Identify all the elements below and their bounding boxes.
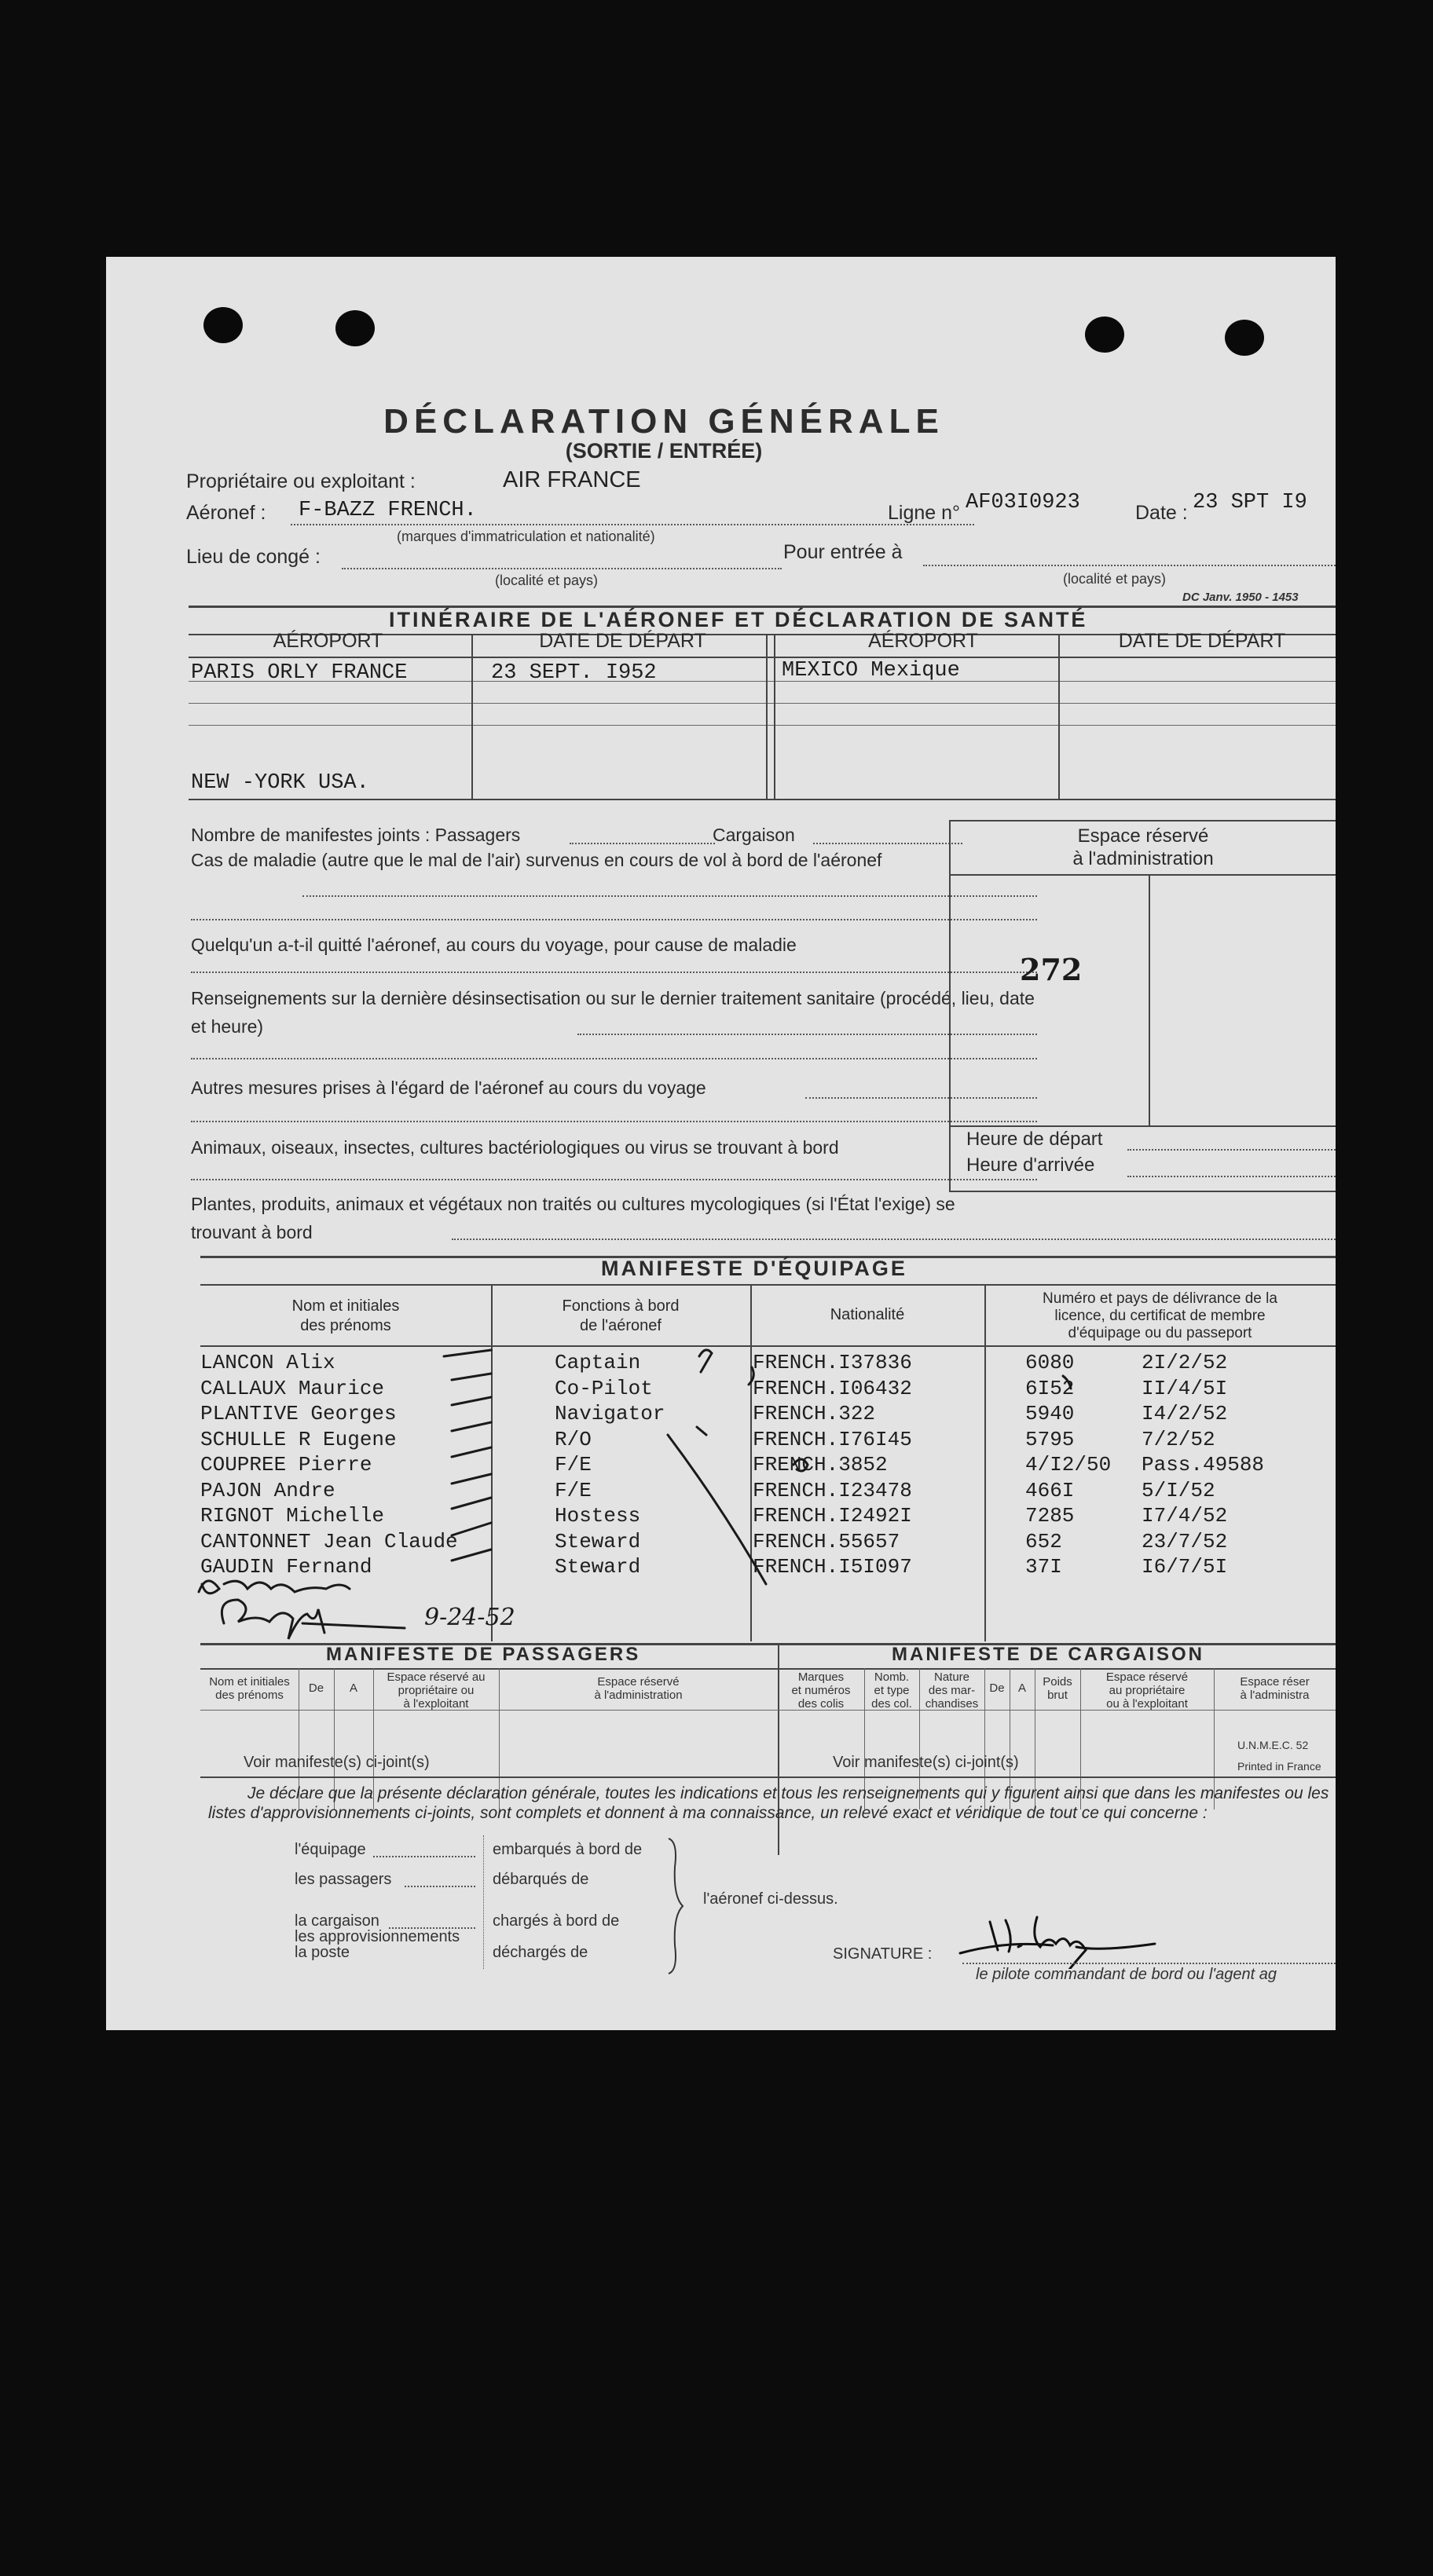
decl-landed: débarqués de [493,1871,589,1888]
form-subtitle: (SORTIE / ENTRÉE) [565,439,763,463]
crew-name: LANCON Alix [200,1351,335,1374]
decl-aircraft-above: l'aéronef ci-dessus. [703,1890,838,1908]
aircraft-value: F-BAZZ FRENCH. [299,499,477,522]
date-label: Date : [1135,502,1188,524]
q-left-aircraft: Quelqu'un a-t-il quitté l'aéronef, au cours du voyage, pour cause de maladie [191,935,797,955]
crew-number: 466I [1025,1478,1075,1502]
departure-place-note: (localité et pays) [495,573,599,588]
admin-title-1: Espace réservé [1077,825,1209,847]
col-cargo-a: A [1017,1681,1026,1695]
tick-mark [444,1350,491,1356]
col-crew-function-2: de l'aéronef [580,1317,662,1334]
printer-country: Printed in France [1237,1760,1321,1773]
tick-mark [452,1374,491,1380]
crew-number: 4/I2/50 [1025,1453,1112,1476]
decl-unloaded: déchargés de [493,1944,588,1961]
col-cargo-owner: Espace réservé au propriétaire ou à l'exploitant [1105,1670,1189,1711]
crew-date: II/4/5I [1142,1376,1228,1400]
crew-date: I7/4/52 [1142,1504,1228,1528]
col-crew-license-3: d'équipage ou du passeport [1068,1325,1252,1341]
crew-nationality: FRENCH.I76I45 [753,1427,912,1451]
crew-date: I4/2/52 [1142,1402,1228,1425]
line-label: Ligne n° [888,502,961,524]
tick-mark [452,1422,491,1431]
pen-stroke [699,1350,712,1372]
decl-boarded: embarqués à bord de [493,1841,643,1858]
cargo-manifest-title: MANIFESTE DE CARGAISON [892,1644,1205,1665]
crew-nationality: FRENCH.I37836 [753,1351,912,1374]
col-date-left: DATE DE DÉPART [539,630,706,652]
crew-name: SCHULLE R Eugene [200,1427,397,1451]
col-pass-admin: Espace réservé à l'administration [594,1675,683,1702]
tick-mark [452,1523,491,1535]
crew-number: 6080 [1025,1351,1075,1374]
q-disinsect: Renseignements sur la dernière désinsectisation ou sur le dernier traitement sanitaire (procédé, lieu, date et heure) [191,988,1035,1037]
itinerary-right-airport-1: MEXICO Mexique [782,659,960,682]
passenger-see-manifests: Voir manifeste(s) ci-joint(s) [244,1754,430,1771]
crew-nationality: FRENCH.322 [753,1402,876,1425]
itinerary-left-airport-2: NEW -YORK USA. [191,771,369,795]
crew-nationality: FRENCH.55657 [753,1529,900,1553]
signer-role: le pilote commandant de bord ou l'agent ag [976,1966,1277,1983]
col-pass-a: A [349,1681,357,1695]
tick-mark [452,1474,491,1484]
q-illness: Cas de maladie (autre que le mal de l'air) survenus en cours de vol à bord de l'aéronef [191,850,882,870]
tick-mark [452,1498,491,1509]
col-date-right: DATE DE DÉPART [1118,630,1286,652]
rule [778,1710,1336,1711]
rule [962,1963,1336,1964]
crew-number: 37I [1025,1555,1062,1579]
col-cargo-count: Nomb. et type des col. [871,1670,912,1711]
signature-label: SIGNATURE : [833,1945,933,1963]
crew-manifest-title: MANIFESTE D'ÉQUIPAGE [601,1257,907,1280]
crew-number: 7285 [1025,1504,1075,1528]
col-crew-function-1: Fonctions à bord [562,1297,680,1315]
crew-name: CANTONNET Jean Claude [200,1529,458,1553]
printer-code: U.N.M.E.C. 52 [1237,1739,1309,1751]
crew-name: PAJON Andre [200,1478,335,1502]
col-crew-license-2: licence, du certificat de membre [1054,1308,1266,1324]
decl-supplies: les approvisionnements [295,1928,460,1945]
rule [200,1668,1336,1670]
cargo-see-manifests: Voir manifeste(s) ci-joint(s) [833,1754,1019,1771]
crew-name: PLANTIVE Georges [200,1402,397,1425]
owner-label: Propriétaire ou exploitant : [186,470,416,492]
crew-number: 5940 [1025,1402,1075,1425]
entry-label: Pour entrée à [783,541,903,563]
decl-crew: l'équipage [295,1841,366,1858]
decl-mail: la poste [295,1944,350,1961]
crew-date: 2I/2/52 [1142,1351,1228,1374]
handwritten-signature [199,1581,350,1594]
crew-function: F/E [555,1453,592,1476]
arrival-time-label: Heure d'arrivée [966,1154,1095,1176]
admin-title-2: à l'administration [1072,848,1214,869]
rule [389,1927,475,1929]
crew-date: Pass.49588 [1142,1453,1265,1476]
itinerary-left-airport-1: PARIS ORLY FRANCE [191,661,408,685]
aircraft-note: (marques d'immatriculation et nationalité) [397,529,655,544]
crew-nationality: FRENCH.I06432 [753,1376,912,1400]
q-plants: Plantes, produits, animaux et végétaux non traités ou cultures mycologiques (si l'État l'exige) se trouvant à bord [191,1194,955,1242]
q-manifests: Nombre de manifestes joints : Passagers [191,825,521,845]
pen-stroke [793,1459,808,1471]
form-title: DÉCLARATION GÉNÉRALE [383,402,944,441]
crew-number: 6I52 [1025,1376,1075,1400]
col-crew-license-1: Numéro et pays de délivrance de la [1043,1290,1277,1307]
entry-note: (localité et pays) [1063,571,1167,587]
col-pass-de: De [308,1681,324,1695]
rule [405,1886,475,1887]
departure-place-label: Lieu de congé : [186,546,321,568]
crew-nationality: FRENCH.I5I097 [753,1555,912,1579]
col-airport-left: AÉROPORT [273,630,383,652]
col-crew-name-1: Nom et initiales [291,1297,400,1315]
crew-number: 5795 [1025,1427,1075,1451]
col-crew-name-2: des prénoms [300,1317,391,1334]
crew-name: COUPREE Pierre [200,1453,372,1476]
crew-date: 5/I/52 [1142,1478,1215,1502]
crew-function: Steward [555,1555,641,1579]
pen-stroke [749,1367,753,1385]
admin-stamp-number: 272 [1020,952,1083,987]
captain-signature [958,1906,1163,1969]
crew-function: Hostess [555,1504,641,1528]
col-cargo-de: De [989,1681,1005,1695]
rule [200,1710,778,1711]
tick-mark [452,1447,491,1457]
passenger-manifest-title: MANIFESTE DE PASSAGERS [326,1644,641,1665]
owner-value: AIR FRANCE [503,467,641,492]
crew-name: CALLAUX Maurice [200,1376,385,1400]
col-cargo-nature: Nature des mar- chandises [925,1670,979,1711]
q-cargo: Cargaison [713,825,795,845]
crew-date: I6/7/5I [1142,1555,1228,1579]
decl-passengers: les passagers [295,1871,392,1888]
crew-function: Steward [555,1529,641,1553]
rule [373,1856,475,1857]
form-code: DC Janv. 1950 - 1453 [1182,591,1299,604]
col-crew-nationality: Nationalité [830,1306,905,1323]
itinerary-left-date-1: 23 SEPT. I952 [491,661,657,685]
crew-function: F/E [555,1478,592,1502]
col-cargo-marks: Marques et numéros des colis [791,1670,851,1711]
declaration-form [106,257,1336,2030]
pen-stroke [697,1427,706,1435]
crew-name: GAUDIN Fernand [200,1555,372,1579]
col-airport-right: AÉROPORT [868,630,978,652]
col-pass-name: Nom et initiales des prénoms [209,1675,290,1702]
itinerary-title: ITINÉRAIRE DE L'AÉRONEF ET DÉCLARATION DE SANTÉ [389,608,1088,631]
crew-number: 652 [1025,1529,1062,1553]
decl-cargo: la cargaison [295,1912,379,1930]
crew-nationality: FRENCH.3852 [753,1453,888,1476]
pen-stroke [668,1435,766,1584]
date-value: 23 SPT I9 [1193,491,1307,514]
rule [200,1776,1336,1778]
crew-date: 7/2/52 [1142,1427,1215,1451]
crew-function: Navigator [555,1402,665,1425]
crew-name: RIGNOT Michelle [200,1504,385,1528]
decl-loaded: chargés à bord de [493,1912,620,1930]
crew-function: R/O [555,1427,592,1451]
col-pass-owner: Espace réservé au propriétaire ou à l'exploitant [387,1670,486,1711]
handwritten-date: 9-24-52 [424,1604,515,1631]
q-other: Autres mesures prises à l'égard de l'aéronef au cours du voyage [191,1078,706,1098]
crew-date: 23/7/52 [1142,1529,1228,1553]
line-value: AF03I0923 [966,491,1080,514]
tick-mark [452,1397,491,1405]
rule [483,1835,484,1969]
aircraft-label: Aéronef : [186,502,266,524]
pen-stroke [1063,1376,1071,1389]
crew-function: Captain [555,1351,641,1374]
handwritten-signature [222,1600,405,1639]
crew-nationality: FRENCH.I23478 [753,1478,912,1502]
tick-mark [452,1550,491,1561]
brace-icon [664,1835,687,1977]
col-cargo-admin: Espace réser à l'administra [1240,1675,1310,1702]
crew-function: Co-Pilot [555,1376,653,1400]
q-animals: Animaux, oiseaux, insectes, cultures bactériologiques ou virus se trouvant à bord [191,1137,839,1158]
crew-nationality: FRENCH.I2492I [753,1504,912,1528]
col-cargo-weight: Poids brut [1043,1675,1072,1702]
declaration-text: Je déclare que la présente déclaration générale, toutes les indications et tous les renseignements qui y figurent ainsi que dans les manifestes ou les listes d'approvisionnements ci-joints, sont complets et donnent à ma connaissance, un relevé exact et véridique de tout ce qui concerne : [208,1784,1329,1822]
departure-time-label: Heure de départ [966,1129,1103,1150]
